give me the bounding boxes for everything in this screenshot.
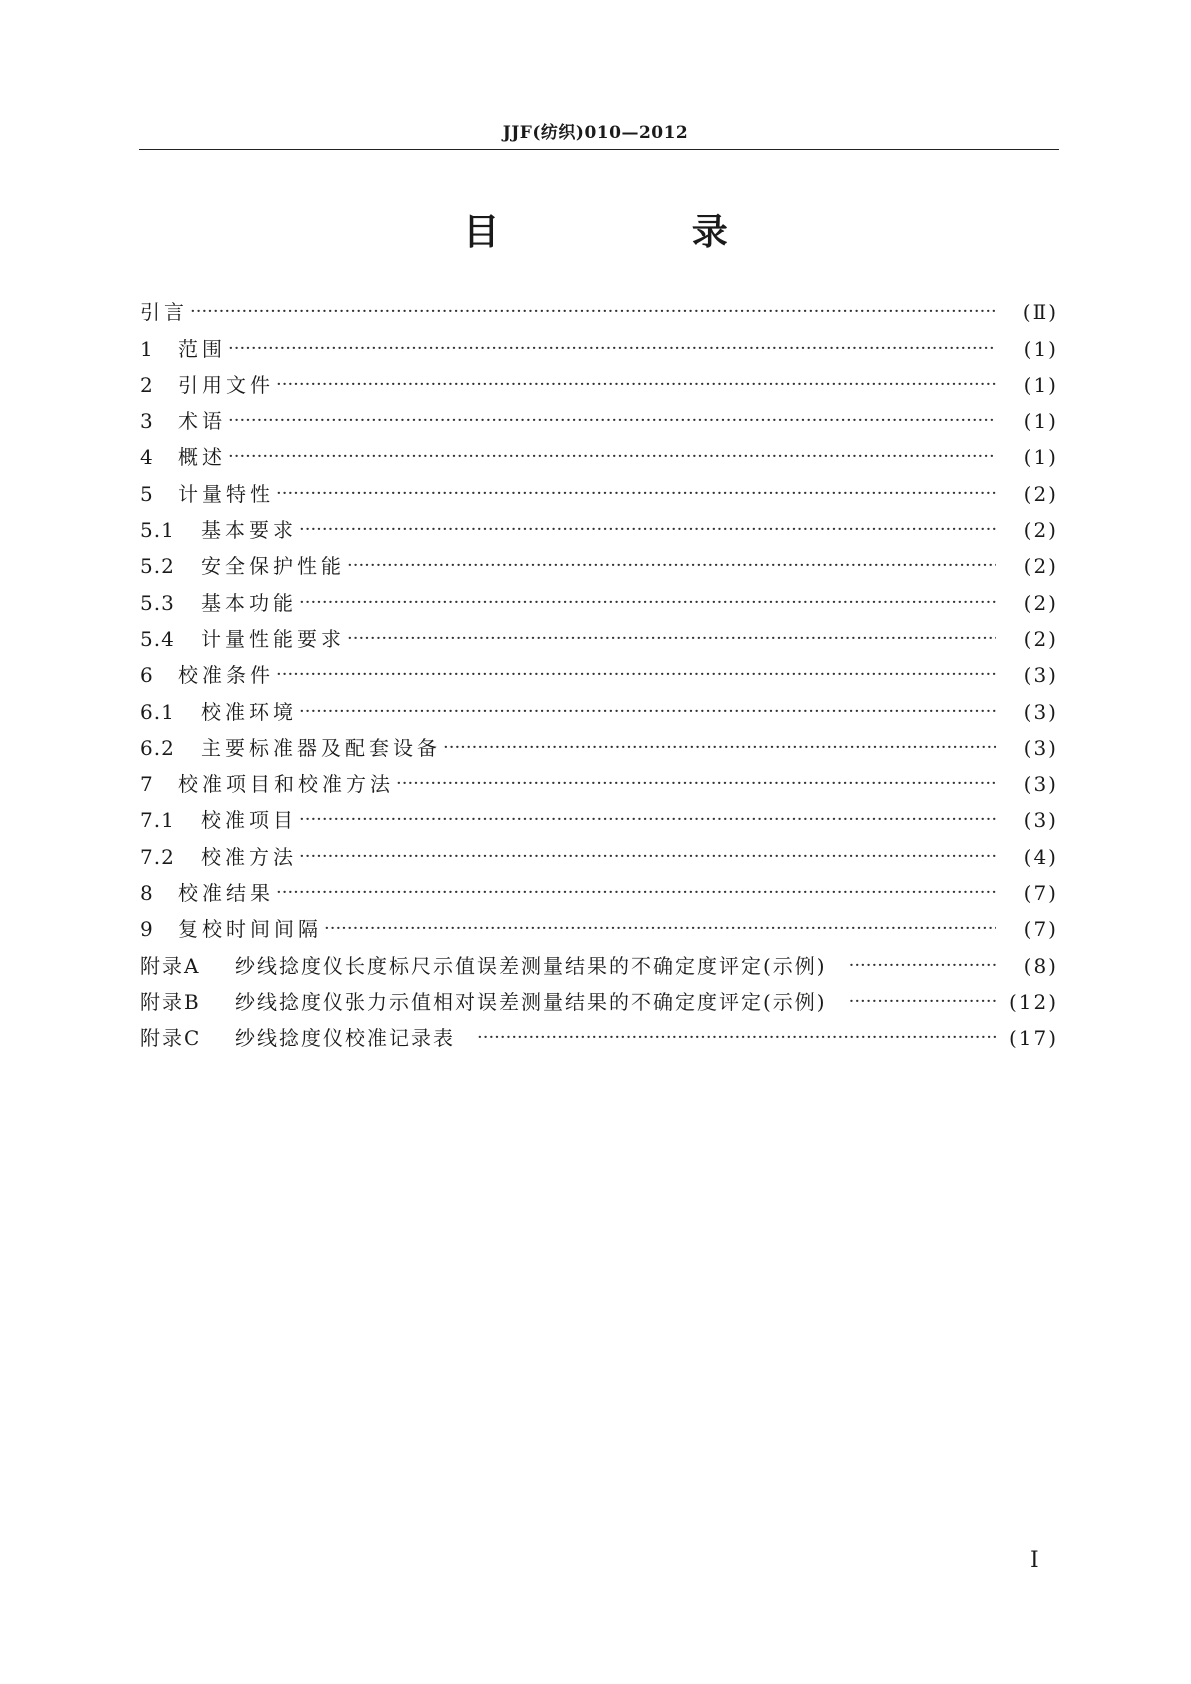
toc-page-number: (1): [1023, 445, 1058, 470]
toc-entry-6-2[interactable]: [140, 726, 1058, 762]
toc-entry-5-1[interactable]: [140, 508, 1058, 544]
toc-leader-dots: [299, 516, 996, 544]
toc-title: 校准条件: [178, 663, 274, 688]
toc-number: 2: [140, 372, 154, 397]
toc-page-number: (Ⅱ): [1022, 300, 1058, 325]
toc-entry-3[interactable]: [140, 399, 1058, 435]
toc-page-number: (3): [1023, 808, 1058, 833]
toc-leader-dots: [347, 552, 996, 580]
toc-title: 纱线捻度仪张力示值相对误差测量结果的不确定度评定(示例): [235, 989, 827, 1014]
toc-entry-5[interactable]: [140, 471, 1058, 507]
toc-title: 基本功能: [201, 590, 297, 615]
toc-number: 5.1: [140, 518, 175, 543]
toc-page-number: (12): [1008, 989, 1058, 1014]
toc-title: 校准结果: [178, 881, 274, 906]
toc-number: 7: [140, 772, 154, 797]
toc-leader-dots: [477, 1024, 996, 1052]
toc-leader-dots: [324, 915, 996, 943]
toc-leader-dots: [849, 988, 996, 1016]
toc-leader-dots: [443, 734, 996, 762]
toc-page-number: (3): [1023, 663, 1058, 688]
toc-page-number: (2): [1023, 481, 1058, 506]
toc-entry-1[interactable]: [140, 326, 1058, 362]
toc-page-number: (2): [1023, 590, 1058, 615]
toc-entry-7[interactable]: [140, 762, 1058, 798]
toc-leader-dots: [276, 879, 996, 907]
toc-page-number: (3): [1023, 772, 1058, 797]
toc-number: 9: [140, 917, 154, 942]
toc-page-number: (2): [1023, 518, 1058, 543]
toc-page-number: (1): [1023, 372, 1058, 397]
page-title: 目 录: [463, 212, 818, 253]
table-of-contents: [140, 290, 1058, 1052]
toc-page-number: (2): [1023, 554, 1058, 579]
toc-title: 校准环境: [201, 699, 297, 724]
toc-number: 7.2: [140, 844, 175, 869]
toc-page-number: (4): [1023, 844, 1058, 869]
toc-number: 6: [140, 663, 154, 688]
toc-entry-5-2[interactable]: [140, 544, 1058, 580]
toc-title: 计量特性: [178, 481, 274, 506]
toc-number: 6.1: [140, 699, 175, 724]
toc-title: 复校时间间隔: [178, 917, 322, 942]
toc-leader-dots: [190, 298, 996, 326]
toc-title: 主要标准器及配套设备: [201, 735, 441, 760]
toc-entry-6[interactable]: [140, 653, 1058, 689]
toc-leader-dots: [228, 335, 996, 363]
toc-number: 附录C: [140, 1026, 202, 1051]
toc-page-number: (1): [1023, 336, 1058, 361]
toc-page-number: (17): [1008, 1026, 1058, 1051]
toc-leader-dots: [849, 952, 996, 980]
toc-page-number: (3): [1023, 735, 1058, 760]
toc-entry-8[interactable]: [140, 871, 1058, 907]
header-divider: [139, 149, 1059, 150]
toc-entry-5-3[interactable]: [140, 580, 1058, 616]
standard-code: JJF(纺织)010—2012: [502, 123, 689, 143]
toc-entry-introduction[interactable]: [140, 290, 1058, 326]
toc-title: 术语: [178, 409, 226, 434]
toc-title: 校准方法: [201, 844, 297, 869]
toc-title: 概述: [178, 445, 226, 470]
toc-page-number: (8): [1023, 953, 1058, 978]
toc-title: 基本要求: [201, 518, 297, 543]
toc-leader-dots: [396, 770, 996, 798]
toc-title: 校准项目和校准方法: [178, 772, 394, 797]
toc-entry-appendix-a[interactable]: [140, 943, 1058, 979]
toc-leader-dots: [299, 589, 996, 617]
toc-number: 7.1: [140, 808, 175, 833]
toc-title: 安全保护性能: [201, 554, 345, 579]
toc-title: 引言: [140, 300, 188, 325]
page-folio: Ⅰ: [1030, 1548, 1039, 1573]
toc-leader-dots: [299, 843, 996, 871]
toc-title: 范围: [178, 336, 226, 361]
toc-entry-5-4[interactable]: [140, 617, 1058, 653]
toc-leader-dots: [276, 371, 996, 399]
toc-leader-dots: [347, 625, 996, 653]
toc-entry-appendix-c[interactable]: [140, 1016, 1058, 1052]
toc-number: 3: [140, 409, 154, 434]
toc-title: 计量性能要求: [201, 626, 345, 651]
toc-page-number: (7): [1023, 917, 1058, 942]
toc-page-number: (2): [1023, 626, 1058, 651]
toc-number: 5: [140, 481, 154, 506]
toc-number: 4: [140, 445, 154, 470]
toc-entry-6-1[interactable]: [140, 689, 1058, 725]
toc-leader-dots: [276, 480, 996, 508]
toc-number: 附录B: [140, 989, 201, 1014]
toc-title: 纱线捻度仪校准记录表: [235, 1026, 455, 1051]
toc-entry-7-2[interactable]: [140, 834, 1058, 870]
toc-page-number: (7): [1023, 881, 1058, 906]
toc-leader-dots: [228, 443, 996, 471]
toc-title: 引用文件: [178, 372, 274, 397]
toc-entry-appendix-b[interactable]: [140, 980, 1058, 1016]
toc-number: 8: [140, 881, 154, 906]
toc-page-number: (1): [1023, 409, 1058, 434]
toc-title: 校准项目: [201, 808, 297, 833]
toc-entry-7-1[interactable]: [140, 798, 1058, 834]
toc-leader-dots: [228, 407, 996, 435]
toc-leader-dots: [299, 806, 996, 834]
toc-number: 附录A: [140, 953, 201, 978]
toc-number: 1: [140, 336, 154, 361]
toc-title: 纱线捻度仪长度标尺示值误差测量结果的不确定度评定(示例): [235, 953, 827, 978]
toc-number: 5.4: [140, 626, 175, 651]
toc-entry-4[interactable]: [140, 435, 1058, 471]
toc-number: 6.2: [140, 735, 175, 760]
toc-entry-2[interactable]: [140, 363, 1058, 399]
toc-number: 5.3: [140, 590, 175, 615]
toc-leader-dots: [299, 698, 996, 726]
toc-leader-dots: [276, 661, 996, 689]
toc-page-number: (3): [1023, 699, 1058, 724]
toc-entry-9[interactable]: [140, 907, 1058, 943]
toc-number: 5.2: [140, 554, 175, 579]
